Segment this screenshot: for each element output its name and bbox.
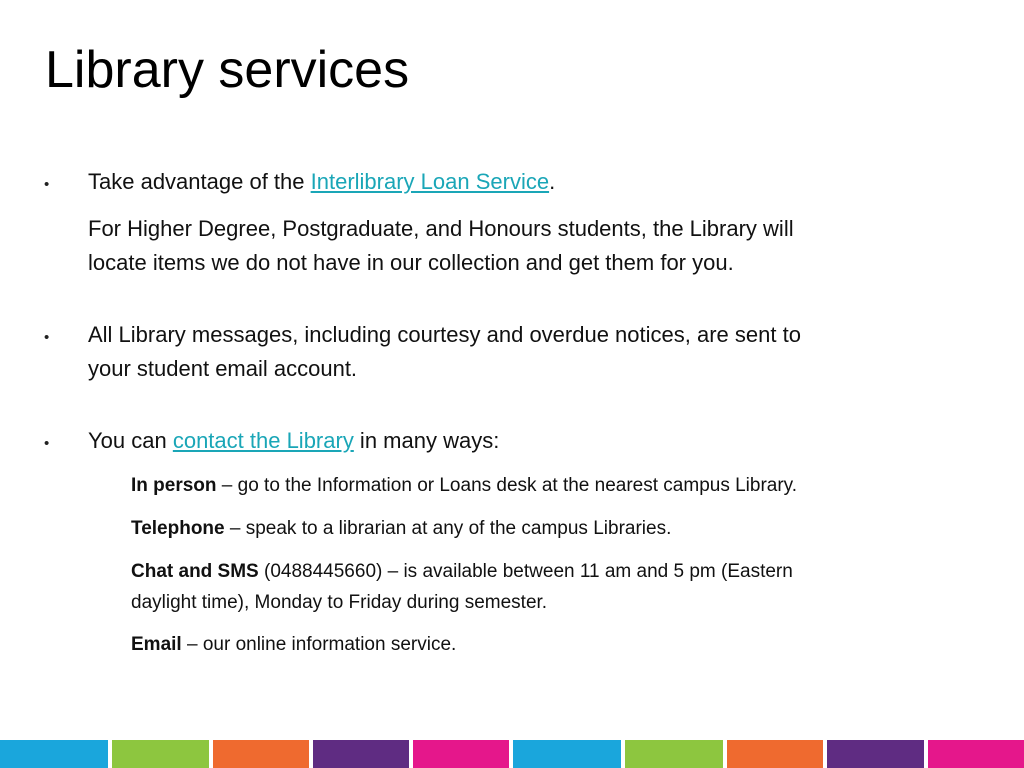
color-bar-segment [112, 740, 209, 768]
color-bar-segment [313, 740, 409, 768]
contact-library-link[interactable]: contact the Library [172, 428, 354, 453]
color-bar-segment [727, 740, 823, 768]
bullet-text-suffix: in many ways: [353, 428, 500, 453]
color-bar-segment [625, 740, 723, 768]
color-bar-segment [0, 740, 108, 768]
way-email [131, 629, 991, 660]
decorative-color-bar [0, 740, 1024, 768]
way-in-person [131, 470, 991, 501]
details-line-2: locate items we do not have in our collection and get them for you. [88, 250, 734, 275]
way-label: Telephone [131, 518, 225, 539]
way-text: – our online information service. [181, 634, 457, 655]
bullet-marker: • [44, 329, 50, 346]
color-bar-segment [827, 740, 924, 768]
way-label: Chat and SMS [131, 561, 259, 582]
messages-line-2: your student email account. [88, 356, 358, 381]
bullet-text: You can [88, 428, 173, 453]
bullet-interlibrary-loan [88, 165, 968, 199]
bullet-text: Take advantage of the [88, 169, 311, 194]
way-text: – go to the Information or Loans desk at the nearest campus Library. [216, 475, 798, 496]
way-label: Email [131, 634, 182, 655]
messages-line-1: All Library messages, including courtesy and overdue notices, are sent to [88, 322, 801, 347]
details-line-1: For Higher Degree, Postgraduate, and Honours students, the Library will [88, 216, 794, 241]
page-title: Library services [45, 41, 410, 99]
interlibrary-loan-link[interactable]: Interlibrary Loan Service [310, 169, 550, 194]
way-label: In person [131, 475, 217, 496]
way-telephone [131, 513, 991, 544]
bullet-marker: • [44, 176, 50, 193]
color-bar-segment [213, 740, 309, 768]
way-text-line-2: daylight time), Monday to Friday during semester. [131, 592, 548, 613]
color-bar-segment [513, 740, 621, 768]
way-text: – speak to a librarian at any of the campus Libraries. [224, 518, 672, 539]
bullet-contact-library [88, 424, 968, 458]
color-bar-segment [928, 740, 1024, 768]
bullet-library-messages [88, 318, 968, 386]
way-text: (0488445660) – is available between 11 am and 5 pm (Eastern [258, 561, 793, 582]
bullet-text-suffix: . [549, 169, 556, 194]
interlibrary-loan-details [88, 212, 968, 280]
color-bar-segment [413, 740, 509, 768]
bullet-marker: • [44, 435, 50, 452]
way-chat-sms [131, 556, 991, 618]
